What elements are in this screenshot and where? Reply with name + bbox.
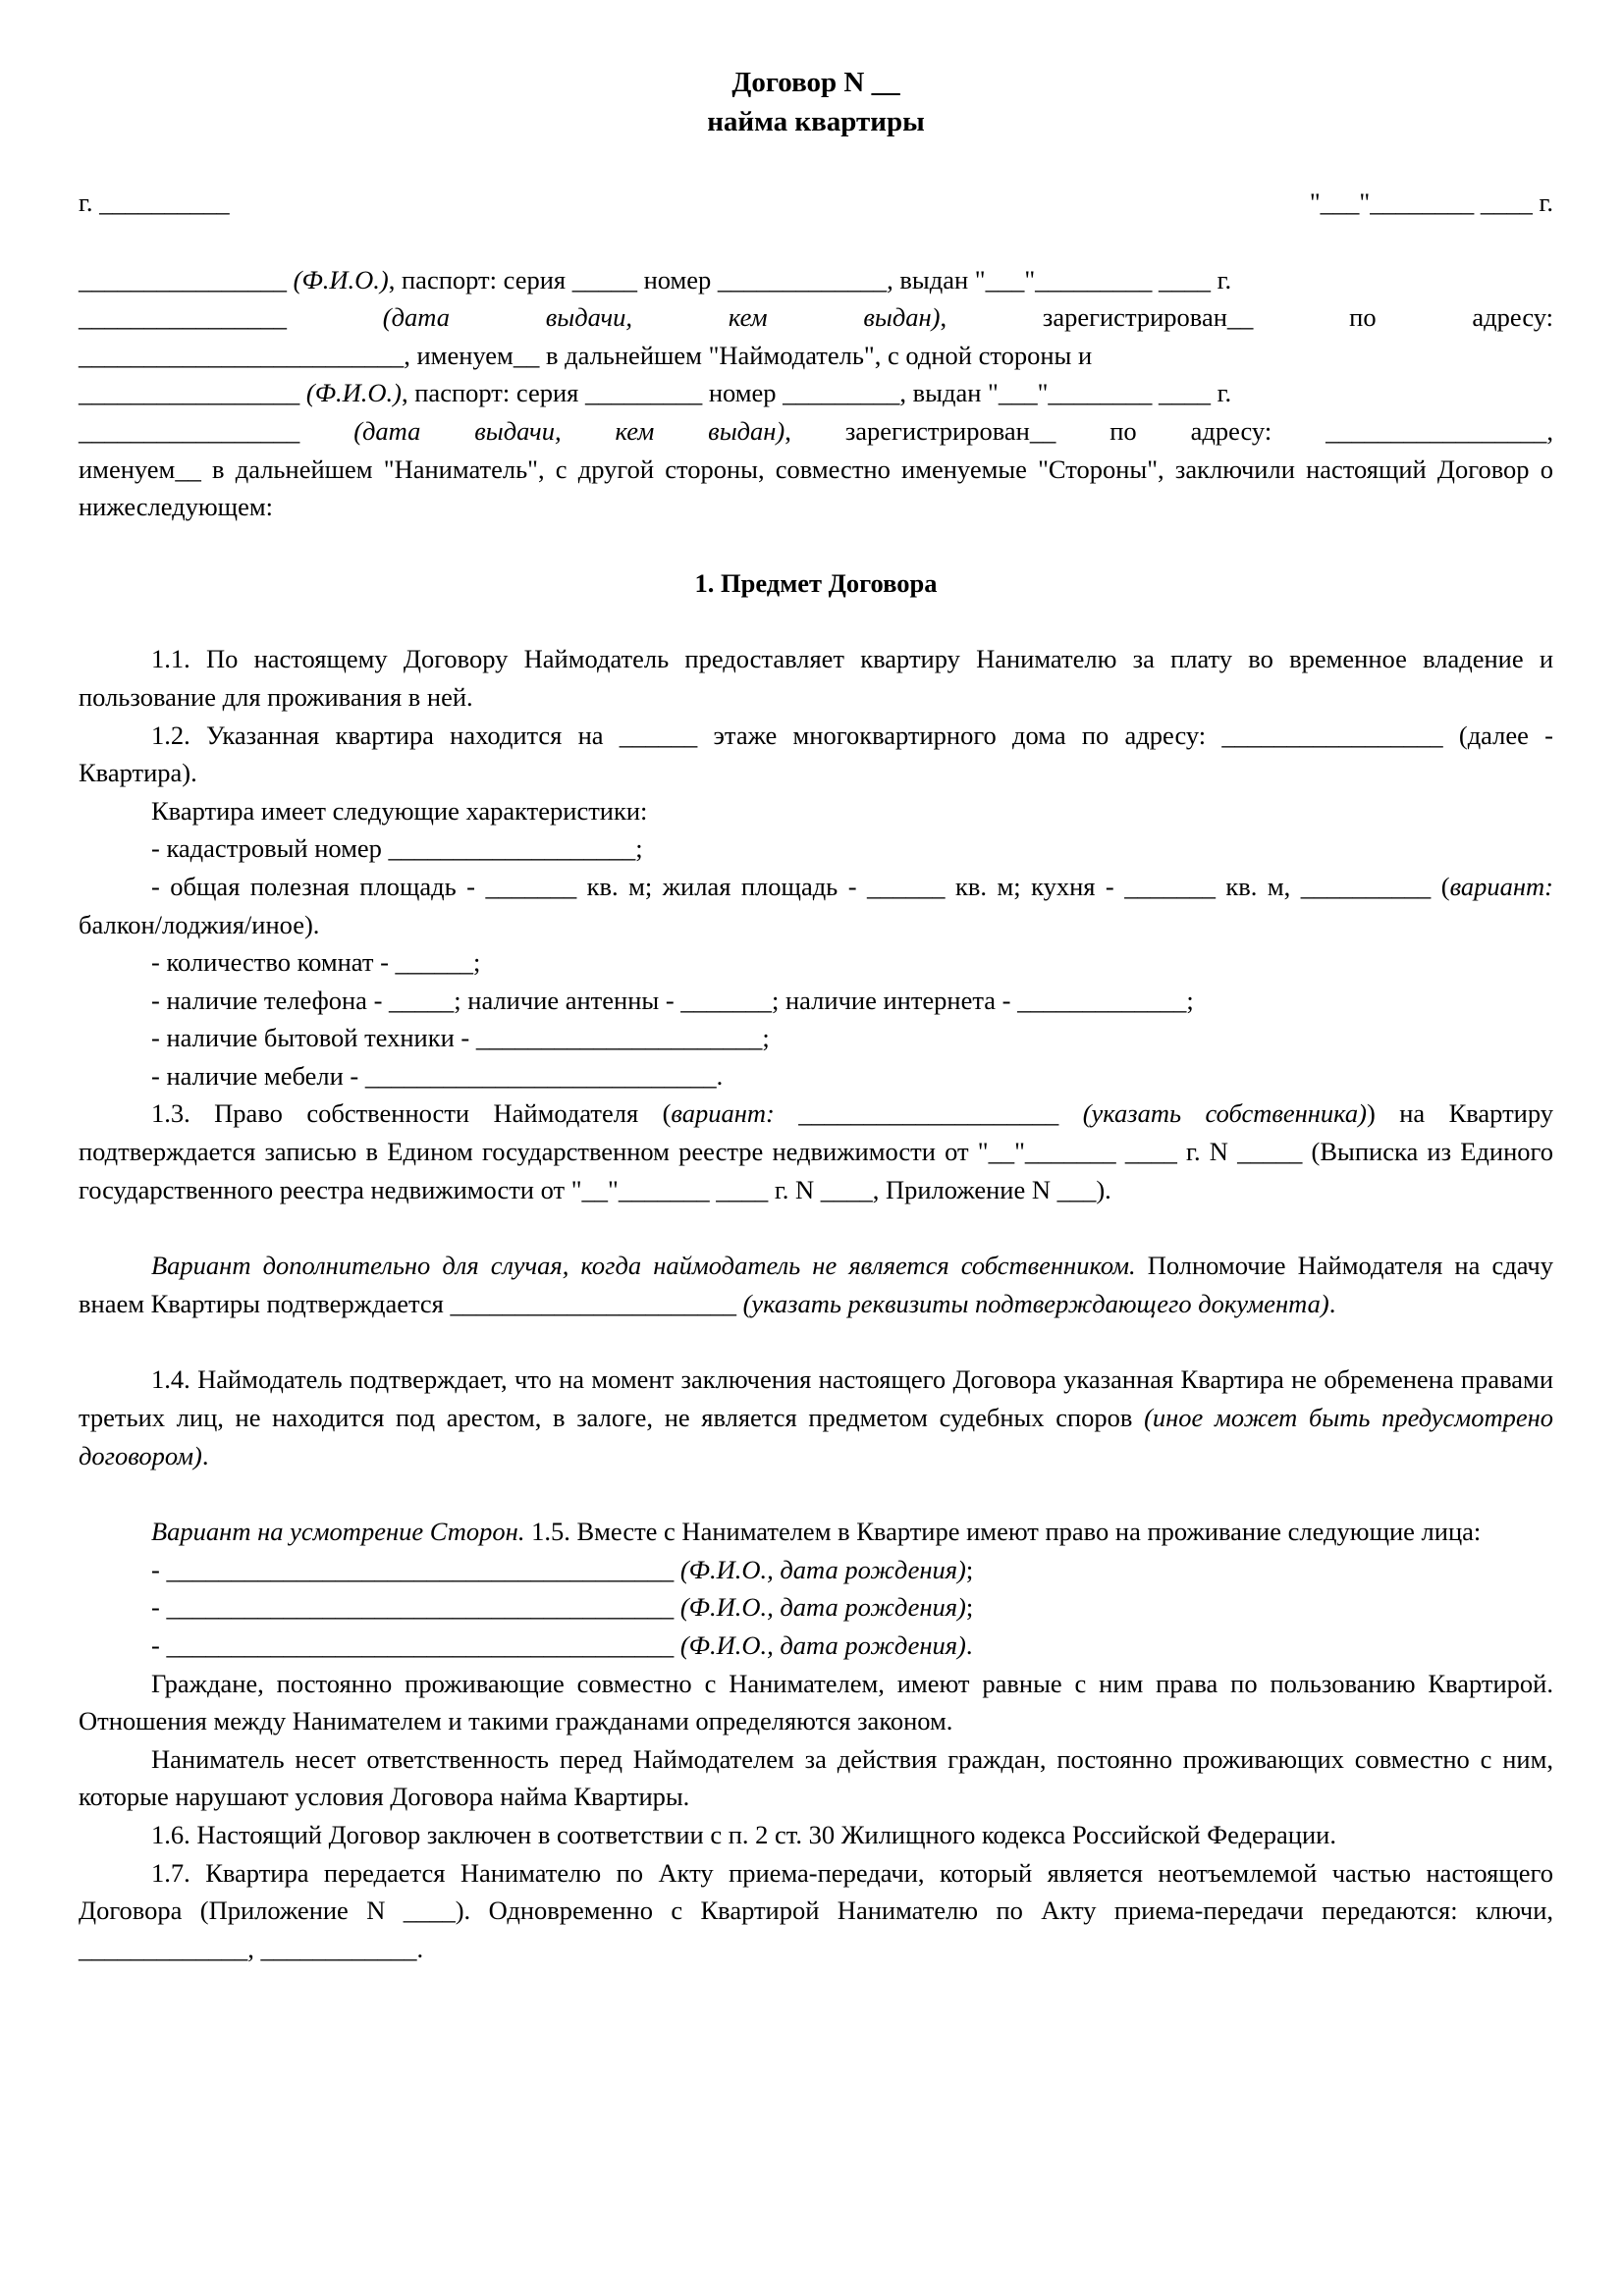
clause-1-5: Вариант на усмотрение Сторон. 1.5. Вместе с Нанимателем в Квартире имеют право на проживание следующие лица:	[151, 1517, 1482, 1547]
title-line-1: Договор N __	[731, 67, 900, 98]
char-phone-antenna-internet: - наличие телефона - _____; наличие антенны - _______; наличие интернета - _____________;	[151, 985, 1194, 1015]
resident-line: - _______________________________________ (Ф.И.О., дата рождения).	[151, 1630, 973, 1660]
clause-1-3: 1.3. Право собственности Наймодателя (вариант: ____________________ (указать собственника)) на Квартиру подтверждается записью в Едином государственном реестре недвижимости от "__"_______ ____ г. N _____ (Выписка из Единого государственного реестра недвижимости от "__"_______ ____ г. N ____, Приложение N ___).	[79, 1098, 1553, 1204]
city-field[interactable]: г. __________	[79, 187, 230, 217]
landlord-line-3: _________________________, именуем__ в дальнейшем "Наймодатель", с одной стороны и	[79, 340, 1093, 370]
char-area: - общая полезная площадь - _______ кв. м; жилая площадь - ______ кв. м; кухня - _______ кв. м, __________ (вариант: балкон/лоджия/иное).	[79, 871, 1553, 939]
landlord-line-2: ________________ (дата выдачи, кем выдан), зарегистрирован__ по адресу:	[79, 302, 1553, 333]
tenant-liability: Наниматель несет ответственность перед Наймодателем за действия граждан, постоянно проживающих совместно с ним, которые нарушают условия Договора найма Квартиры.	[79, 1743, 1553, 1812]
citizens-rights: Граждане, постоянно проживающие совместно с Нанимателем, имеют равные с ним права по пользованию Квартирой. Отношения между Нанимателем и такими гражданами определяются законом.	[79, 1668, 1553, 1736]
clause-1-1: 1.1. По настоящему Договору Наймодатель предоставляет квартиру Нанимателю за плату во временное владение и пользование для проживания в ней.	[79, 644, 1553, 712]
char-rooms: - количество комнат - ______;	[151, 947, 481, 978]
landlord-line-1: ________________ (Ф.И.О.), паспорт: серия _____ номер _____________, выдан "___"_________ ____ г.	[79, 264, 1232, 294]
tenant-line-3: именуем__ в дальнейшем "Наниматель", с другой стороны, совместно именуемые "Стороны", заключили настоящий Договор о нижеследующем:	[79, 454, 1553, 522]
char-furniture: - наличие мебели - ___________________________.	[151, 1060, 724, 1091]
char-cadastral-number: - кадастровый номер ___________________;	[151, 833, 643, 864]
document-page	[79, 63, 1553, 1967]
resident-line: - _______________________________________ (Ф.И.О., дата рождения);	[151, 1592, 974, 1623]
parties-block	[79, 261, 1553, 526]
title-line-2: найма квартиры	[707, 106, 925, 137]
tenant-line-2: _________________ (дата выдачи, кем выдан), зарегистрирован__ по адресу: _________________,	[79, 415, 1553, 446]
clause-1-6: 1.6. Настоящий Договор заключен в соответствии с п. 2 ст. 30 Жилищного кодекса Российской Федерации.	[151, 1819, 1336, 1849]
date-field[interactable]: "___"________ ____ г.	[1309, 187, 1553, 217]
clause-1-2: 1.2. Указанная квартира находится на ______ этаже многоквартирного дома по адресу: _________________ (далее - Квартира).	[79, 720, 1553, 788]
char-appliances: - наличие бытовой техники - ______________________;	[151, 1023, 770, 1053]
section-1-heading: 1. Предмет Договора	[694, 567, 938, 598]
variant-non-owner: Вариант дополнительно для случая, когда наймодатель не является собственником. Полномочие Наймодателя на сдачу внаем Квартиры подтверждается ______________________ (указать реквизиты подтверждающего документа).	[79, 1251, 1553, 1318]
resident-line: - _______________________________________ (Ф.И.О., дата рождения);	[151, 1554, 974, 1584]
tenant-line-1: _________________ (Ф.И.О.), паспорт: серия _________ номер _________, выдан "___"________ ____ г.	[79, 378, 1232, 408]
clause-1-4: 1.4. Наймодатель подтверждает, что на момент заключения настоящего Договора указанная Квартира не обременена правами третьих лиц, не находится под арестом, в залоге, не является предметом судебных споров (иное может быть предусмотрено договором).	[79, 1364, 1553, 1470]
document-title	[79, 63, 1553, 141]
characteristics-intro: Квартира имеет следующие характеристики:	[151, 795, 648, 826]
clause-1-7: 1.7. Квартира передается Нанимателю по Акту приема-передачи, который является неотъемлемой частью настоящего Договора (Приложение N ____). Одновременно с Квартирой Нанимателю по Акту приема-передачи передаются: ключи, _____________, ____________.	[79, 1857, 1553, 1963]
place-date-row	[79, 184, 1553, 222]
